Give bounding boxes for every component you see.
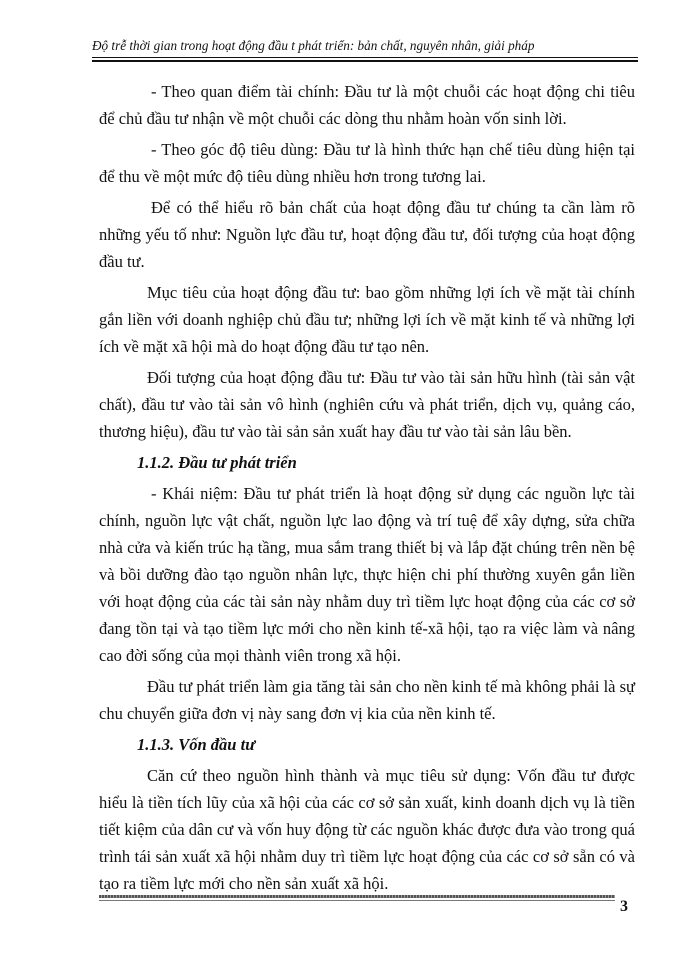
paragraph-objectives: Mục tiêu của hoạt động đầu tư: bao gồm những lợi ích về mặt tài chính gắn liền với doanh nghiệp chủ đầu tư; những lợi ích về mặt kinh tế và những lợi ích về mặt xã hội mà do hoạt động đầu tư tạo nên. <box>99 283 635 356</box>
page-number: 3 <box>620 898 628 915</box>
section-heading-investment-capital: 1.1.3. Vốn đầu tư <box>137 735 256 754</box>
paragraph-financial-view: - Theo quan điểm tài chính: Đầu tư là một chuỗi các hoạt động chi tiêu để chủ đầu tư nhận về một chuỗi các dòng thu nhằm hoàn vốn sinh lời. <box>99 82 635 128</box>
running-header: Độ trễ thời gian trong hoạt động đầu t phát triển: bản chất, nguyên nhân, giải pháp <box>92 38 535 53</box>
paragraph-objects: Đối tượng của hoạt động đầu tư: Đầu tư vào tài sản hữu hình (tài sản vật chất), đầu tư vào tài sản vô hình (nghiên cứu và phát triển, dịch vụ, quảng cáo, thương hiệu), đầu tư vào tài sản sản xuất hay đầu tư vào tài sản lâu bền. <box>99 368 635 441</box>
section-heading-development-investment: 1.1.2. Đầu tư phát triển <box>137 453 297 472</box>
paragraph-nature: Để có thể hiểu rõ bản chất của hoạt động đầu tư chúng ta cần làm rõ những yếu tố như: Nguồn lực đầu tư, hoạt động đầu tư, đối tượng của hoạt động đầu tư. <box>99 198 635 271</box>
paragraph-concept: - Khái niệm: Đầu tư phát triển là hoạt động sử dụng các nguồn lực tài chính, nguồn lực vật chất, nguồn lực lao động và trí tuệ để xây dựng, sửa chữa nhà cửa và kiến trúc hạ tầng, mua sắm trang thiết bị và lắp đặt chúng trên nền bệ và bồi dưỡng đào tạo nguồn nhân lực, thực hiện chi phí thường xuyên gắn liền với hoạt động của các tài sản này nhằm duy trì tiềm lực hoạt động của các cơ sở đang tồn tại và tạo tiềm lực mới cho nền kinh tế-xã hội, tạo ra việc làm và nâng cao đời sống của mọi thành viên trong xã hội. <box>99 484 635 665</box>
footer-rule <box>99 895 615 898</box>
header-rule <box>92 57 638 58</box>
document-body <box>99 78 635 901</box>
paragraph-consumption-view: - Theo góc độ tiêu dùng: Đầu tư là hình thức hạn chế tiêu dùng hiện tại để thu về một mức độ tiêu dùng nhiều hơn trong tương lai. <box>99 140 635 186</box>
paragraph-capital-definition: Căn cứ theo nguồn hình thành và mục tiêu sử dụng: Vốn đầu tư được hiểu là tiền tích lũy của xã hội của các cơ sở sản xuất, kinh doanh dịch vụ là tiền tiết kiệm của dân cư và vốn huy động từ các nguồn khác được đưa vào trong quá trình tái sản xuất xã hội nhằm duy trì tiềm lực hoạt động của các cơ sở sẵn có và tạo ra tiềm lực mới cho nền sản xuất xã hội. <box>99 766 635 893</box>
header-rule-thick <box>92 60 638 62</box>
paragraph-asset-increase: Đầu tư phát triển làm gia tăng tài sản cho nền kinh tế mà không phải là sự chu chuyển giữa đơn vị này sang đơn vị kia của nền kinh tế. <box>99 677 635 723</box>
footer-rule-thin <box>99 900 615 901</box>
